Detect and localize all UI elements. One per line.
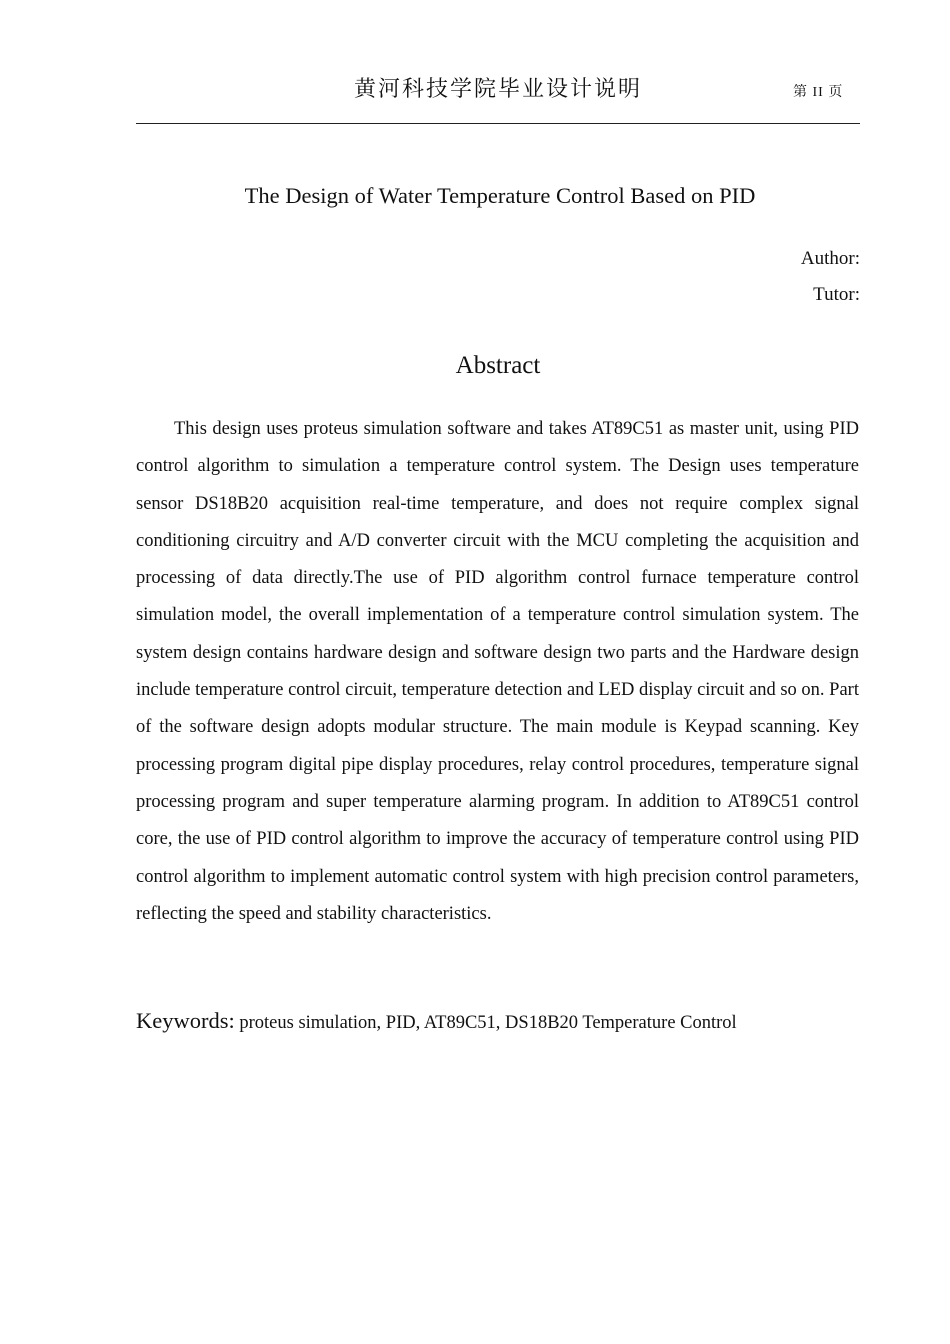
tutor-label: Tutor: [813,284,860,305]
page-number: 第 II 页 [793,85,844,100]
keywords-label: Keywords: [136,1008,235,1033]
abstract-heading: Abstract [455,352,541,379]
keywords-text: proteus simulation, PID, AT89C51, DS18B20 Temperature Control [239,1013,737,1033]
header-title: 黄河科技学院毕业设计说明 [353,77,642,102]
abstract-paragraph: This design uses proteus simulation software and takes AT89C51 as master unit, using PID control algorithm to simulation a temperature control system. The Design uses temperature sensor DS18B20 acquisition real-time temperature, and does not require complex signal conditioning circuitry and A/D converter circuit with the MCU completing the acquisition and processing of data directly.The use of PID algorithm control furnace temperature control simulation model, the overall implementation of a temperature control simulation system. The system design contains hardware design and software design two parts and the Hardware design include temperature control circuit, temperature detection and LED display circuit and so on. Part of the software design adopts modular structure. The main module is Keypad scanning. Key processing program digital pipe display procedures, relay control procedures, temperature signal processing program and super temperature alarming program. In addition to AT89C51 control core, the use of PID control algorithm to improve the accuracy of temperature control using PID control algorithm to implement automatic control system with high precision control parameters, reflecting the speed and stability characteristics. [136,419,859,924]
author-label: Author: [800,248,860,269]
keywords-line [136,1008,860,1034]
header-divider [136,123,860,124]
document-title: The Design of Water Temperature Control Based on PID [244,183,756,208]
